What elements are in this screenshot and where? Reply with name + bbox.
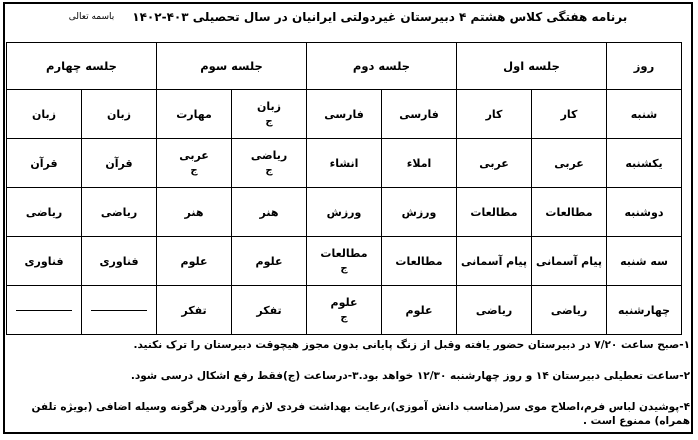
- subject-label: ریاضی: [550, 303, 588, 317]
- schedule-cell: [232, 188, 307, 237]
- subject-label: هنر: [184, 205, 204, 219]
- weekly-schedule-table: [6, 42, 682, 335]
- tutoring-mark: ج: [190, 165, 198, 176]
- tutoring-mark: ج: [340, 263, 348, 274]
- subject-label: ریاضی: [25, 205, 63, 219]
- subject-label: قرآن: [105, 156, 133, 170]
- schedule-cell: [457, 286, 532, 335]
- subject-label: زبان: [257, 100, 281, 113]
- corner-header: روز: [607, 43, 682, 90]
- schedule-cell: [82, 286, 157, 335]
- blessing-text: باسمه تعالی: [68, 12, 115, 22]
- schedule-cell: [7, 237, 82, 286]
- schedule-cell: [307, 90, 382, 139]
- schedule-cell: [157, 139, 232, 188]
- session-header: جلسه چهارم: [7, 43, 157, 90]
- subject-label: هنر: [259, 205, 279, 219]
- schedule-cell: [307, 139, 382, 188]
- blank-line: [16, 310, 72, 311]
- subject-label: زبان: [107, 107, 131, 121]
- subject-label: فناوری: [24, 254, 64, 268]
- schedule-cell: [532, 188, 607, 237]
- subject-label: کار: [560, 107, 578, 121]
- schedule-cell: [457, 237, 532, 286]
- subject-label: علوم: [180, 254, 208, 268]
- blank-line: [91, 310, 147, 311]
- schedule-cell: [382, 188, 457, 237]
- schedule-cell: [532, 286, 607, 335]
- note-item: ۲-ساعت تعطیلی دبیرستان ۱۴ و روز چهارشنبه ۱۲/۳۰ خواهد بود.۳-درساعت (ج)فقط رفع اشکال درسی شود.: [130, 370, 690, 382]
- schedule-cell: [382, 90, 457, 139]
- subject-label: پیام آسمانی: [536, 254, 602, 268]
- schedule-cell: [232, 237, 307, 286]
- subject-label: مهارت: [176, 107, 212, 121]
- schedule-row: [7, 139, 682, 188]
- schedule-cell: [532, 90, 607, 139]
- subject-label: علوم: [330, 296, 358, 309]
- subject-label: انشاء: [329, 156, 359, 170]
- subject-label: مطالعات: [320, 247, 368, 260]
- schedule-row: [7, 237, 682, 286]
- session-header: جلسه دوم: [307, 43, 457, 90]
- subject-label: ریاضی: [475, 303, 513, 317]
- subject-label: زبان: [32, 107, 56, 121]
- schedule-cell: [157, 237, 232, 286]
- subject-label: کار: [485, 107, 503, 121]
- day-label: یکشنبه: [607, 139, 682, 188]
- schedule-row: [7, 90, 682, 139]
- notes-section: [6, 338, 690, 431]
- note-item: ۴-پوشیدن لباس فرم،اصلاح موی سر(مناسب دانش آموزی)،رعایت بهداشت فردی لازم وآوردن هرگونه وسیله اضافی (بویژه تلفن همراه) ممنوع است .: [31, 401, 690, 427]
- schedule-cell: [307, 286, 382, 335]
- subject-label: ورزش: [401, 205, 437, 219]
- schedule-cell: [532, 237, 607, 286]
- schedule-cell: [457, 139, 532, 188]
- subject-label: فناوری: [99, 254, 139, 268]
- schedule-cell: [307, 188, 382, 237]
- schedule-cell: [82, 237, 157, 286]
- subject-label: فارسی: [399, 107, 439, 121]
- session-header: جلسه سوم: [157, 43, 307, 90]
- subject-label: ریاضی: [250, 149, 288, 162]
- subject-label: علوم: [405, 303, 433, 317]
- schedule-cell: [7, 90, 82, 139]
- subject-label: مطالعات: [395, 254, 443, 268]
- subject-label: عربی: [179, 149, 209, 162]
- subject-label: فارسی: [324, 107, 364, 121]
- schedule-row: [7, 286, 682, 335]
- schedule-cell: [82, 90, 157, 139]
- schedule-body: [7, 90, 682, 335]
- subject-label: تفکر: [181, 303, 207, 317]
- schedule-cell: [457, 188, 532, 237]
- schedule-cell: [382, 237, 457, 286]
- schedule-cell: [457, 90, 532, 139]
- schedule-row: [7, 188, 682, 237]
- schedule-cell: [7, 139, 82, 188]
- subject-label: عربی: [554, 156, 584, 170]
- schedule-cell: [232, 139, 307, 188]
- schedule-cell: [232, 286, 307, 335]
- schedule-cell: [532, 139, 607, 188]
- tutoring-mark: ج: [340, 312, 348, 323]
- subject-label: ورزش: [326, 205, 362, 219]
- tutoring-mark: ج: [265, 165, 273, 176]
- subject-label: عربی: [479, 156, 509, 170]
- subject-label: قرآن: [30, 156, 58, 170]
- schedule-cell: [157, 90, 232, 139]
- header-row: [7, 43, 682, 90]
- subject-label: مطالعات: [545, 205, 593, 219]
- day-label: سه شنبه: [607, 237, 682, 286]
- schedule-cell: [382, 286, 457, 335]
- subject-label: علوم: [255, 254, 283, 268]
- subject-label: املاء: [406, 156, 432, 170]
- schedule-cell: [7, 286, 82, 335]
- day-label: دوشنبه: [607, 188, 682, 237]
- schedule-cell: [82, 139, 157, 188]
- subject-label: مطالعات: [470, 205, 518, 219]
- title-row: [5, 6, 691, 28]
- schedule-cell: [232, 90, 307, 139]
- schedule-cell: [7, 188, 82, 237]
- schedule-cell: [157, 286, 232, 335]
- schedule-cell: [307, 237, 382, 286]
- subject-label: تفکر: [256, 303, 282, 317]
- schedule-cell: [82, 188, 157, 237]
- day-label: شنبه: [607, 90, 682, 139]
- subject-label: پیام آسمانی: [461, 254, 527, 268]
- day-label: چهارشنبه: [607, 286, 682, 335]
- tutoring-mark: ج: [265, 116, 273, 127]
- schedule-cell: [382, 139, 457, 188]
- schedule-cell: [157, 188, 232, 237]
- session-header: جلسه اول: [457, 43, 607, 90]
- note-item: ۱-صبح ساعت ۷/۲۰ در دبیرستان حضور یافته وقبل از زنگ پایانی بدون مجوز هیچوقت دبیرستان را ترک نکنید.: [133, 339, 690, 351]
- page-title: برنامه هفتگی کلاس هشتم ۴ دبیرستان غیردولتی ایرانیان در سال تحصیلی ۴۰۳-۱۴۰۲: [132, 10, 628, 24]
- subject-label: ریاضی: [100, 205, 138, 219]
